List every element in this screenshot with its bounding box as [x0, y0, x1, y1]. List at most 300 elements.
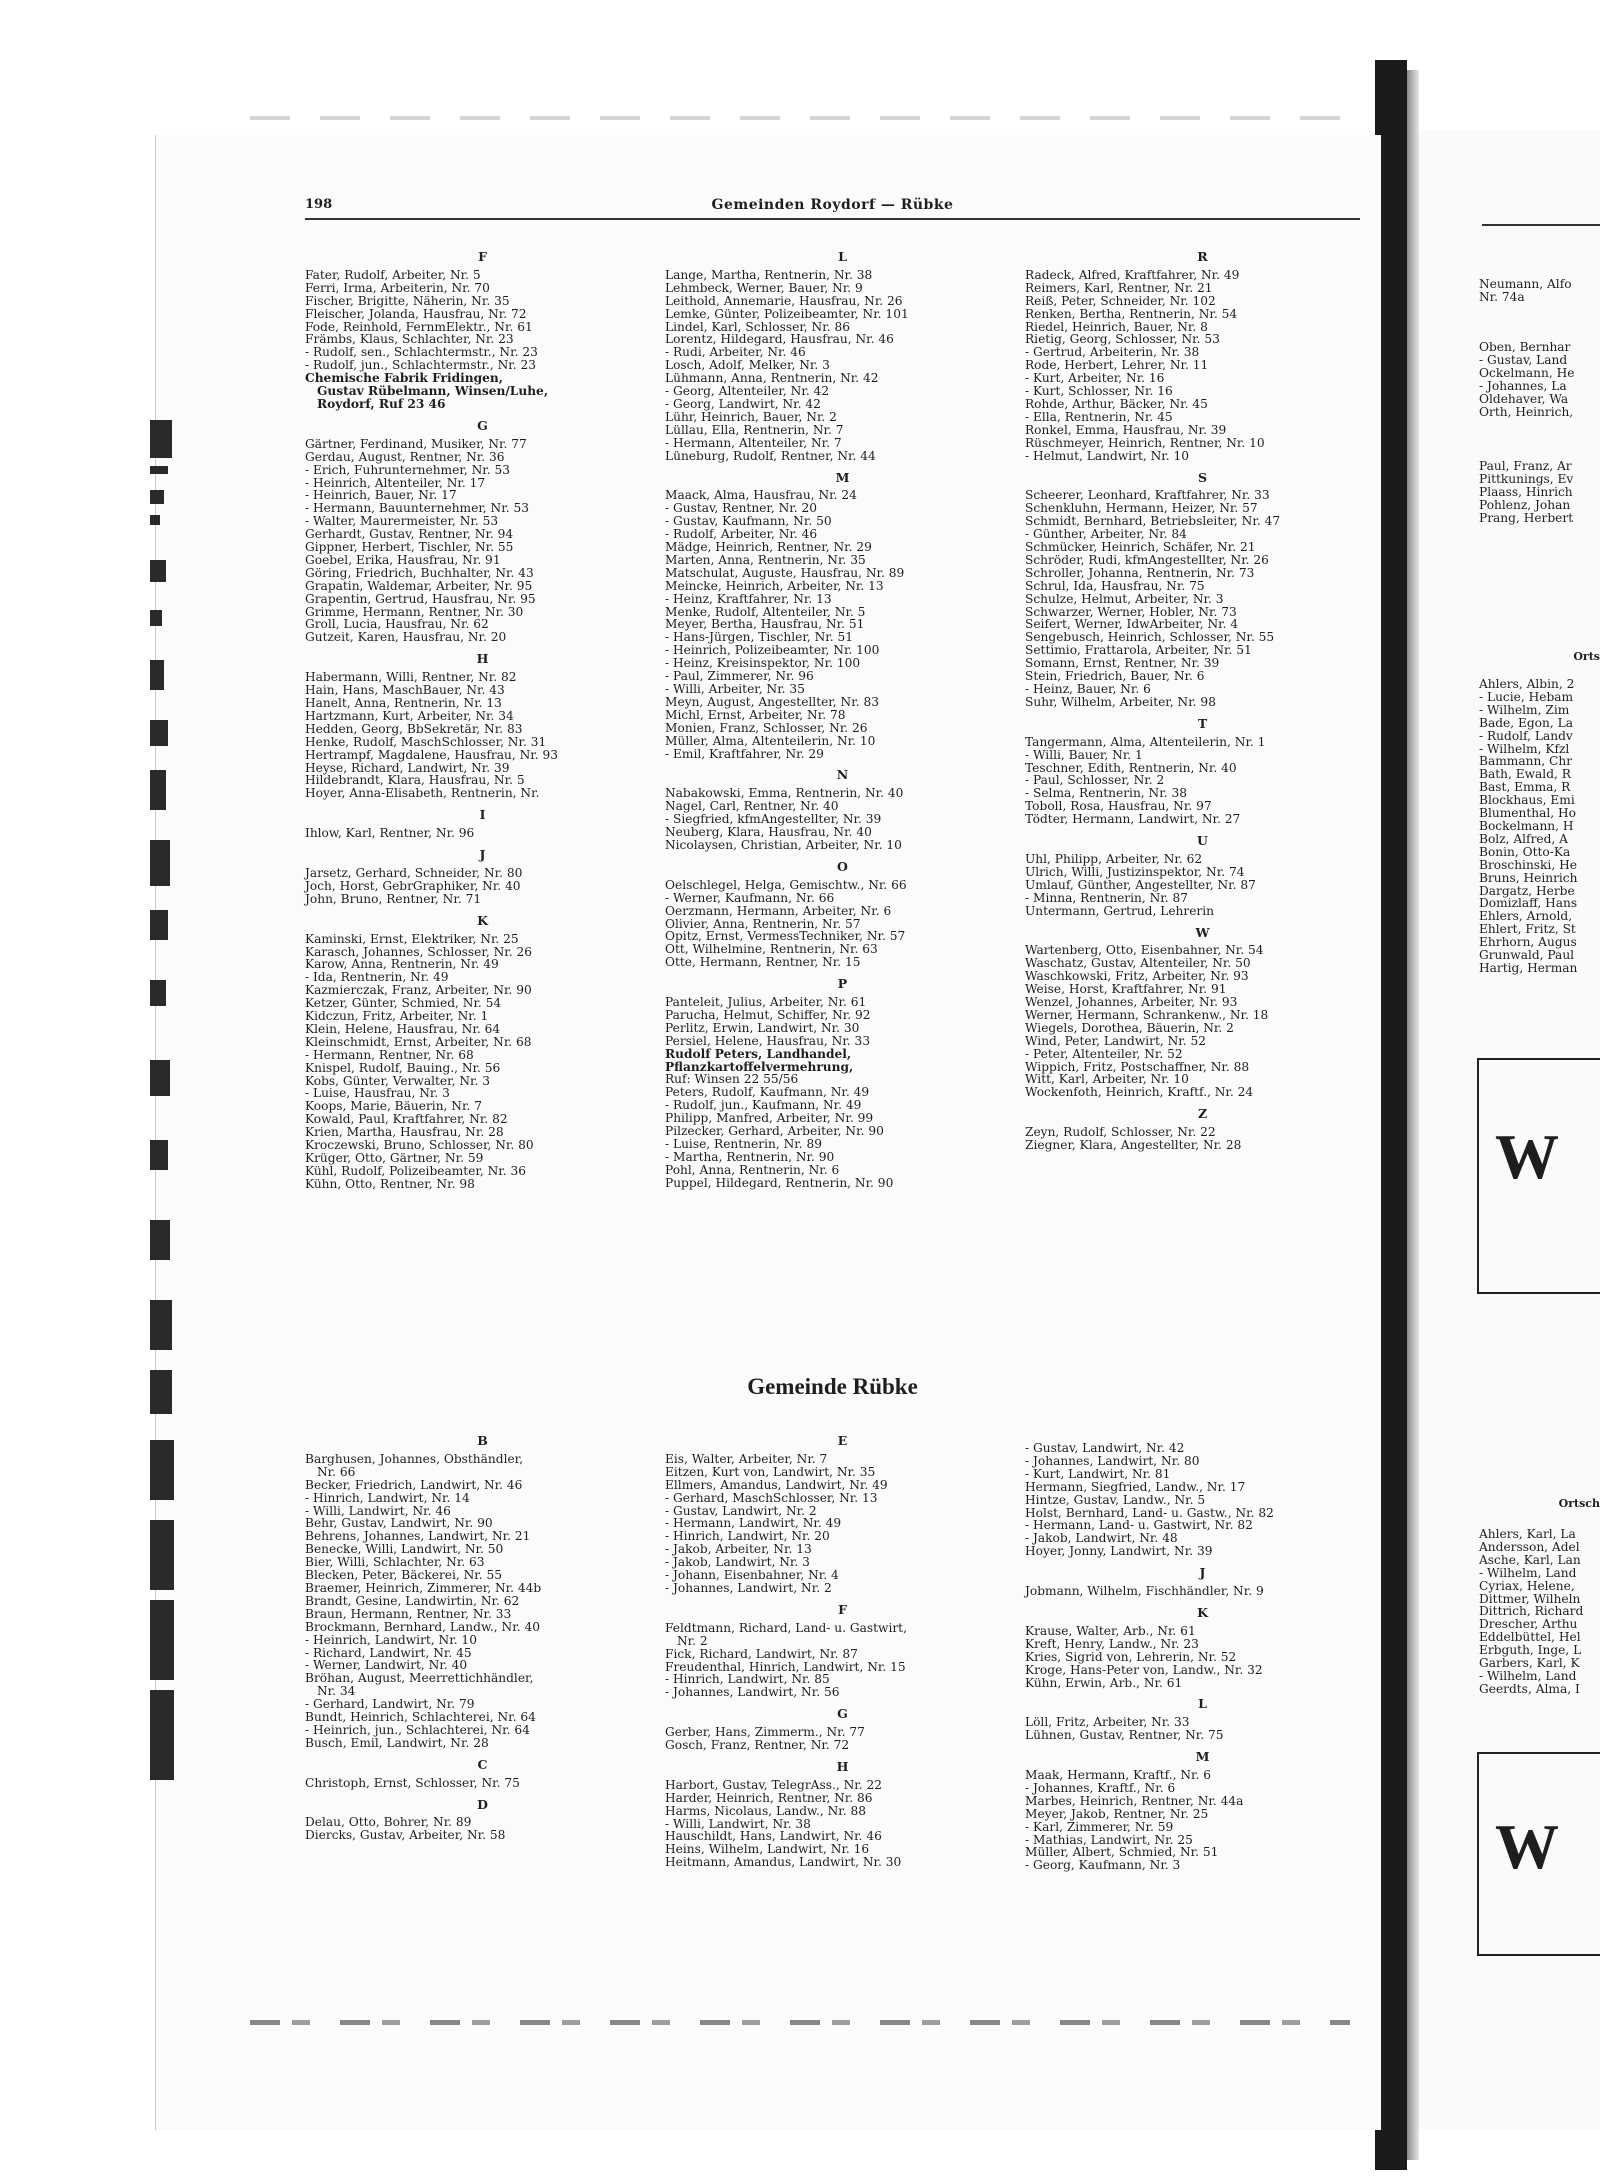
section-letter: S — [1197, 469, 1208, 485]
directory-entry: Jarsetz, Gerhard, Schneider, Nr. 80 — [305, 865, 523, 880]
directory-entry: Blockhaus, Emi — [1479, 793, 1575, 808]
directory-entry: Hauschildt, Hans, Landwirt, Nr. 46 — [665, 1829, 882, 1844]
directory-entry: - Gustav, Landwirt, Nr. 2 — [665, 1503, 817, 1518]
directory-entry: Hain, Hans, MaschBauer, Nr. 43 — [305, 683, 505, 698]
directory-entry: Ehrhorn, Augus — [1479, 935, 1577, 950]
section-letter: U — [1197, 833, 1208, 849]
directory-entry: - Hermann, Bauunternehmer, Nr. 53 — [305, 501, 529, 516]
directory-entry: Lühnen, Gustav, Rentner, Nr. 75 — [1025, 1728, 1224, 1743]
directory-entry: - Willi, Arbeiter, Nr. 35 — [665, 682, 805, 696]
section-letter: E — [837, 1433, 848, 1448]
directory-entry: - Minna, Rentnerin, Nr. 87 — [1025, 890, 1189, 905]
section-letter: M — [835, 469, 850, 485]
letter-section — [1025, 1604, 1380, 1690]
directory-entry: Lühr, Heinrich, Bauer, Nr. 2 — [665, 409, 837, 424]
directory-entry: - Lucie, Hebam — [1479, 689, 1574, 704]
directory-entry: Pohlenz, Johan — [1479, 497, 1571, 512]
directory-entry: Olivier, Anna, Rentnerin, Nr. 57 — [665, 916, 861, 931]
directory-entry: Kobs, Günter, Verwalter, Nr. 3 — [305, 1073, 491, 1088]
page-number: 198 — [305, 197, 333, 212]
directory-entry: Krause, Walter, Arb., Nr. 61 — [1025, 1623, 1196, 1638]
directory-entry: Lüllau, Ella, Rentnerin, Nr. 7 — [665, 422, 844, 437]
right-block-p — [1479, 460, 1600, 525]
directory-entry: Braemer, Heinrich, Zimmerer, Nr. 44b — [305, 1580, 542, 1595]
directory-entry: Werner, Hermann, Schrankenw., Nr. 18 — [1025, 1007, 1269, 1022]
letter-section — [1025, 1442, 1380, 1558]
directory-entry: - Georg, Altenteiler, Nr. 42 — [665, 384, 830, 399]
letter-section — [1025, 924, 1380, 1100]
directory-entry: Busch, Emil, Landwirt, Nr. 28 — [305, 1735, 489, 1750]
directory-entry: Maack, Alma, Hausfrau, Nr. 24 — [665, 488, 857, 503]
directory-entry: Becker, Friedrich, Landwirt, Nr. 46 — [305, 1477, 523, 1492]
directory-entry: - Heinrich, Bauer, Nr. 17 — [305, 488, 457, 503]
directory-entry: Schwarzer, Werner, Hobler, Nr. 73 — [1025, 604, 1237, 619]
directory-entry: - Paul, Schlosser, Nr. 2 — [1025, 773, 1165, 788]
directory-entry: Knispel, Rudolf, Bauing., Nr. 56 — [305, 1060, 501, 1075]
directory-entry: - Emil, Kraftfahrer, Nr. 29 — [665, 746, 824, 761]
directory-entry: Parucha, Helmut, Schiffer, Nr. 92 — [665, 1007, 871, 1022]
directory-entry: Schulze, Helmut, Arbeiter, Nr. 3 — [1025, 591, 1224, 606]
directory-entry: Plaass, Hinrich — [1479, 484, 1573, 499]
directory-entry: - Ida, Rentnerin, Nr. 49 — [305, 970, 449, 985]
directory-entry: Bröhan, August, Meerrettichhändler, — [305, 1671, 534, 1686]
directory-entry: Ehlers, Arnold, — [1479, 909, 1573, 924]
directory-entry: Puppel, Hildegard, Rentnerin, Nr. 90 — [665, 1175, 894, 1190]
directory-entry: - Gustav, Kaufmann, Nr. 50 — [665, 514, 832, 529]
directory-entry: Dittrich, Richard — [1479, 1604, 1584, 1619]
directory-entry: - Hans-Jürgen, Tischler, Nr. 51 — [665, 630, 853, 645]
directory-entry: Benecke, Willi, Landwirt, Nr. 50 — [305, 1542, 504, 1557]
directory-entry: Bast, Emma, R — [1479, 780, 1571, 795]
letter-section — [665, 1758, 1020, 1870]
directory-entry: Groll, Lucia, Hausfrau, Nr. 62 — [305, 617, 489, 632]
section-letter: P — [837, 976, 848, 992]
directory-entry: Lindel, Karl, Schlosser, Nr. 86 — [665, 319, 850, 334]
section-letter: G — [837, 1706, 848, 1722]
directory-entry: Bammann, Chr — [1479, 754, 1573, 769]
directory-entry: - Rudolf, Landv — [1479, 728, 1573, 743]
directory-entry: Gutzeit, Karen, Hausfrau, Nr. 20 — [305, 630, 507, 645]
directory-entry: Michl, Ernst, Arbeiter, Nr. 78 — [665, 707, 846, 722]
letter-section — [305, 1756, 660, 1790]
directory-entry: Meyer, Bertha, Hausfrau, Nr. 51 — [665, 617, 865, 632]
letter-section — [1025, 1108, 1380, 1152]
directory-entry: - Willi, Bauer, Nr. 1 — [1025, 747, 1143, 762]
directory-entry: - Karl, Zimmerer, Nr. 59 — [1025, 1819, 1174, 1834]
directory-entry: - Rudolf, jun., Schlachtermstr., Nr. 23 — [305, 358, 536, 373]
section-letter: K — [477, 912, 488, 928]
advertisement-letter-2: W — [1495, 1811, 1559, 1882]
directory-entry: - Martha, Rentnerin, Nr. 90 — [665, 1149, 835, 1164]
edge-mark — [150, 980, 166, 1006]
directory-entry: - Erich, Fuhrunternehmer, Nr. 53 — [305, 462, 510, 477]
directory-entry: Peters, Rudolf, Kaufmann, Nr. 49 — [665, 1085, 870, 1100]
directory-entry: Schmücker, Heinrich, Schäfer, Nr. 21 — [1025, 540, 1256, 555]
letter-section — [305, 653, 660, 800]
directory-entry: - Willi, Landwirt, Nr. 46 — [305, 1503, 451, 1518]
advertisement-box-2 — [1477, 1752, 1600, 1956]
directory-entry: Eddelbüttel, Hel — [1479, 1630, 1581, 1645]
directory-entry: Meincke, Heinrich, Arbeiter, Nr. 13 — [665, 578, 884, 593]
page-edge-marks — [150, 420, 176, 1790]
directory-entry: - Heinrich, Polizeibeamter, Nr. 100 — [665, 643, 880, 658]
directory-entry: - Georg, Landwirt, Nr. 42 — [665, 396, 821, 411]
directory-entry: Diercks, Gustav, Arbeiter, Nr. 58 — [305, 1828, 506, 1843]
directory-entry: Habermann, Willi, Rentner, Nr. 82 — [305, 670, 517, 685]
directory-entry: - Willi, Landwirt, Nr. 38 — [665, 1816, 811, 1831]
directory-entry: Harms, Nicolaus, Landw., Nr. 88 — [665, 1803, 867, 1818]
directory-entry: Gustav Rübelmann, Winsen/Luhe, — [317, 384, 549, 399]
section-letter: L — [1198, 1696, 1207, 1712]
edge-mark — [150, 1300, 172, 1350]
directory-entry: Rietig, Georg, Schlosser, Nr. 53 — [1025, 332, 1220, 347]
right-block-ortschaft — [1479, 1528, 1600, 1696]
directory-entry: Schenkluhn, Hermann, Heizer, Nr. 57 — [1025, 501, 1258, 516]
letter-section — [1025, 835, 1380, 917]
directory-entry: Müller, Albert, Schmied, Nr. 51 — [1025, 1845, 1219, 1860]
directory-entry: Lüneburg, Rudolf, Rentner, Nr. 44 — [665, 448, 876, 463]
letter-section — [665, 858, 1020, 970]
directory-entry: Zeyn, Rudolf, Schlosser, Nr. 22 — [1025, 1125, 1216, 1140]
directory-entry: - Johann, Eisenbahner, Nr. 4 — [665, 1568, 839, 1583]
directory-entry: - Siegfried, kfmAngestellter, Nr. 39 — [665, 812, 882, 827]
directory-entry: Rohde, Arthur, Bäcker, Nr. 45 — [1025, 396, 1208, 411]
directory-entry: Untermann, Gertrud, Lehrerin — [1025, 903, 1214, 918]
directory-entry: Brockmann, Bernhard, Landw., Nr. 40 — [305, 1619, 540, 1634]
directory-entry: Krien, Martha, Hausfrau, Nr. 28 — [305, 1125, 504, 1140]
letter-section — [305, 809, 660, 840]
directory-entry: Fleischer, Jolanda, Hausfrau, Nr. 72 — [305, 306, 527, 321]
directory-entry: - Peter, Altenteiler, Nr. 52 — [1025, 1046, 1183, 1061]
section-letter: T — [1197, 715, 1208, 731]
directory-entry: Goebel, Erika, Hausfrau, Nr. 91 — [305, 552, 501, 567]
directory-entry: Hildebrandt, Klara, Hausfrau, Nr. 5 — [305, 773, 525, 788]
directory-entry: Meyer, Jakob, Rentner, Nr. 25 — [1025, 1806, 1209, 1821]
directory-entry: Ott, Wilhelmine, Rentnerin, Nr. 63 — [665, 942, 878, 957]
directory-entry: Umlauf, Günther, Angestellter, Nr. 87 — [1025, 877, 1256, 892]
directory-entry: Lange, Martha, Rentnerin, Nr. 38 — [665, 267, 873, 282]
directory-entry: Broschinski, He — [1479, 857, 1577, 872]
section-letter: F — [838, 1601, 847, 1617]
directory-entry: Oelschlegel, Helga, Gemischtw., Nr. 66 — [665, 877, 907, 892]
directory-entry: - Mathias, Landwirt, Nr. 25 — [1025, 1832, 1193, 1847]
directory-entry: Bier, Willi, Schlachter, Nr. 63 — [305, 1555, 485, 1570]
directory-entry: Orth, Heinrich, — [1479, 404, 1574, 419]
directory-entry: Fode, Reinhold, FernmElektr., Nr. 61 — [305, 319, 533, 334]
directory-entry: - Heinrich, jun., Schlachterei, Nr. 64 — [305, 1722, 530, 1737]
directory-entry: Waschatz, Gustav, Altenteiler, Nr. 50 — [1025, 956, 1251, 971]
directory-entry: - Rudolf, Arbeiter, Nr. 46 — [665, 527, 818, 542]
edge-mark — [150, 1370, 172, 1414]
directory-entry: Nr. 34 — [317, 1684, 356, 1699]
directory-entry: Geerdts, Alma, I — [1479, 1681, 1580, 1696]
directory-entry: Ihlow, Karl, Rentner, Nr. 96 — [305, 826, 475, 841]
edge-mark — [150, 1140, 168, 1170]
directory-entry: Ulrich, Willi, Justizinspektor, Nr. 74 — [1025, 864, 1245, 879]
directory-entry: Kroczewski, Bruno, Schlosser, Nr. 80 — [305, 1138, 534, 1153]
letter-section — [305, 417, 660, 645]
edge-mark — [150, 1520, 174, 1590]
right-heading-ortsch: Ortsch — [1558, 1497, 1600, 1510]
directory-entry: Bockelmann, H — [1479, 818, 1574, 833]
directory-entry: - Wilhelm, Land — [1479, 1565, 1577, 1580]
directory-entry: Krüger, Otto, Gärtner, Nr. 59 — [305, 1151, 484, 1165]
letter-section — [305, 1796, 660, 1843]
directory-entry: Harbort, Gustav, TelegrAss., Nr. 22 — [665, 1777, 882, 1792]
directory-entry: Hermann, Siegfried, Landw., Nr. 17 — [1025, 1479, 1246, 1494]
directory-entry: Blumenthal, Ho — [1479, 806, 1576, 821]
directory-entry: Heins, Wilhelm, Landwirt, Nr. 16 — [665, 1842, 870, 1857]
edge-mark — [150, 420, 172, 458]
directory-entry: - Gertrud, Arbeiterin, Nr. 38 — [1025, 345, 1200, 360]
section-letter: O — [837, 858, 848, 874]
letter-section — [1025, 469, 1380, 709]
directory-entry: Monien, Franz, Schlosser, Nr. 26 — [665, 720, 868, 735]
directory-entry: Ahlers, Karl, La — [1479, 1528, 1576, 1541]
directory-entry: Scheerer, Leonhard, Kraftfahrer, Nr. 33 — [1025, 488, 1270, 503]
directory-entry: - Heinz, Kreisinspektor, Nr. 100 — [665, 656, 861, 671]
directory-entry: Suhr, Wilhelm, Arbeiter, Nr. 98 — [1025, 694, 1216, 709]
directory-entry: Persiel, Helene, Hausfrau, Nr. 33 — [665, 1033, 871, 1048]
directory-entry: Neuberg, Klara, Hausfrau, Nr. 40 — [665, 825, 872, 840]
section-letter: B — [477, 1433, 488, 1448]
directory-entry: - Luise, Hausfrau, Nr. 3 — [305, 1086, 450, 1101]
section-letter: J — [479, 847, 486, 863]
ruebke-column-2 — [665, 1435, 1020, 1869]
directory-entry: Främbs, Klaus, Schlachter, Nr. 23 — [305, 332, 514, 347]
directory-entry: Pilzecker, Gerhard, Arbeiter, Nr. 90 — [665, 1124, 884, 1139]
directory-entry: Pflanzkartoffelvermehrung, — [665, 1059, 854, 1074]
directory-entry: Sengebusch, Heinrich, Schlosser, Nr. 55 — [1025, 630, 1275, 645]
directory-entry: Hartig, Herman — [1479, 960, 1578, 975]
directory-entry: Lühmann, Anna, Rentnerin, Nr. 42 — [665, 371, 879, 386]
right-block-ortsteil — [1479, 678, 1600, 975]
directory-entry: Pohl, Anna, Rentnerin, Nr. 6 — [665, 1162, 840, 1177]
edge-mark — [150, 490, 164, 504]
edge-mark — [150, 1060, 170, 1096]
section-letter: J — [1199, 1565, 1206, 1581]
edge-mark — [150, 1690, 174, 1780]
directory-entry: Oldehaver, Wa — [1479, 391, 1569, 406]
directory-entry: Wippich, Fritz, Postschaffner, Nr. 88 — [1025, 1059, 1250, 1074]
roydorf-column-3 — [1025, 251, 1380, 1152]
directory-entry: Wind, Peter, Landwirt, Nr. 52 — [1025, 1033, 1207, 1048]
directory-entry: Ziegner, Klara, Angestellter, Nr. 28 — [1025, 1138, 1242, 1153]
directory-entry: Asche, Karl, Lan — [1479, 1552, 1581, 1567]
directory-entry: Chemische Fabrik Fridingen, — [305, 371, 504, 386]
directory-entry: Jobmann, Wilhelm, Fischhändler, Nr. 9 — [1025, 1584, 1264, 1599]
directory-entry: Joch, Horst, GebrGraphiker, Nr. 40 — [305, 878, 521, 893]
page-title: Gemeinden Roydorf — Rübke — [711, 197, 954, 213]
directory-entry: Rudolf Peters, Landhandel, — [665, 1046, 852, 1061]
directory-entry: Barghusen, Johannes, Obsthändler, — [305, 1451, 524, 1466]
directory-entry: Reimers, Karl, Rentner, Nr. 21 — [1025, 280, 1213, 295]
directory-entry: - Gustav, Land — [1479, 352, 1568, 367]
directory-entry: Ellmers, Amandus, Landwirt, Nr. 49 — [665, 1477, 888, 1492]
directory-entry: Freudenthal, Hinrich, Landwirt, Nr. 15 — [665, 1659, 906, 1674]
directory-entry: Ahlers, Albin, 2 — [1479, 678, 1575, 691]
directory-entry: Gärtner, Ferdinand, Musiker, Nr. 77 — [305, 436, 527, 451]
directory-entry: Maak, Hermann, Kraftf., Nr. 6 — [1025, 1768, 1212, 1783]
directory-entry: Seifert, Werner, IdwArbeiter, Nr. 4 — [1025, 617, 1239, 632]
directory-entry: Settimio, Frattarola, Arbeiter, Nr. 51 — [1025, 643, 1252, 658]
directory-entry: Blecken, Peter, Bäckerei, Nr. 55 — [305, 1568, 503, 1583]
section-letter: D — [477, 1796, 488, 1812]
directory-entry: Klein, Helene, Hausfrau, Nr. 64 — [305, 1021, 501, 1036]
edge-mark — [150, 610, 162, 626]
right-page-header-rule — [1482, 224, 1600, 226]
section-letter: G — [477, 417, 488, 433]
directory-entry: Nabakowski, Emma, Rentnerin, Nr. 40 — [665, 786, 904, 801]
directory-entry: Waschkowski, Fritz, Arbeiter, Nr. 93 — [1025, 969, 1249, 984]
directory-entry: Eis, Walter, Arbeiter, Nr. 7 — [665, 1451, 828, 1466]
directory-entry: Roydorf, Ruf 23 46 — [317, 396, 446, 411]
directory-entry: Kowald, Paul, Kraftfahrer, Nr. 82 — [305, 1112, 508, 1127]
directory-entry: - Paul, Zimmerer, Nr. 96 — [665, 669, 814, 684]
edge-mark — [150, 1600, 174, 1680]
directory-entry: - Jakob, Landwirt, Nr. 3 — [665, 1555, 810, 1570]
directory-entry: Erbguth, Inge, L — [1479, 1643, 1582, 1658]
letter-section — [305, 849, 660, 906]
directory-entry: Gippner, Herbert, Tischler, Nr. 55 — [305, 540, 514, 555]
directory-entry: Wiegels, Dorothea, Bäuerin, Nr. 2 — [1025, 1020, 1234, 1035]
section-letter: K — [1197, 1604, 1208, 1620]
directory-entry: Brandt, Gesine, Landwirtin, Nr. 62 — [305, 1593, 520, 1608]
directory-entry: Bundt, Heinrich, Schlachterei, Nr. 64 — [305, 1710, 536, 1725]
section-letter: R — [1197, 249, 1208, 264]
directory-entry: - Selma, Rentnerin, Nr. 38 — [1025, 786, 1187, 801]
directory-entry: Domizlaff, Hans — [1479, 896, 1578, 911]
directory-entry: Nr. 2 — [677, 1633, 708, 1648]
directory-entry: - Werner, Landwirt, Nr. 40 — [305, 1658, 468, 1673]
directory-entry: Kühn, Erwin, Arb., Nr. 61 — [1025, 1675, 1183, 1690]
section-letter: N — [836, 767, 849, 783]
directory-entry: - Walter, Maurermeister, Nr. 53 — [305, 514, 499, 529]
directory-entry: Löll, Fritz, Arbeiter, Nr. 33 — [1025, 1715, 1190, 1730]
directory-entry: Heitmann, Amandus, Landwirt, Nr. 30 — [665, 1855, 902, 1870]
directory-entry: Garbers, Karl, K — [1479, 1656, 1580, 1671]
directory-entry: Hoyer, Jonny, Landwirt, Nr. 39 — [1025, 1544, 1213, 1559]
edge-mark — [150, 466, 168, 474]
directory-entry: - Gustav, Rentner, Nr. 20 — [665, 501, 818, 516]
directory-entry: - Johannes, La — [1479, 378, 1567, 393]
directory-entry: Mädge, Heinrich, Rentner, Nr. 29 — [665, 540, 872, 555]
directory-entry: Kreft, Henry, Landw., Nr. 23 — [1025, 1636, 1199, 1651]
directory-entry: Bruns, Heinrich — [1479, 870, 1578, 885]
directory-entry: Rode, Herbert, Lehrer, Nr. 11 — [1025, 358, 1209, 373]
directory-entry: Behrens, Johannes, Landwirt, Nr. 21 — [305, 1529, 531, 1544]
directory-entry: Neumann, Alfo — [1479, 278, 1572, 291]
edge-mark — [150, 560, 166, 582]
edge-mark — [150, 1440, 174, 1500]
directory-entry: Kühn, Otto, Rentner, Nr. 98 — [305, 1176, 475, 1191]
directory-entry: Stein, Friedrich, Bauer, Nr. 6 — [1025, 669, 1205, 684]
directory-entry: - Hinrich, Landwirt, Nr. 14 — [305, 1490, 470, 1505]
edge-mark — [150, 770, 166, 810]
directory-entry: Schroller, Johanna, Rentnerin, Nr. 73 — [1025, 565, 1255, 580]
directory-entry: Hanelt, Anna, Rentnerin, Nr. 13 — [305, 696, 502, 710]
directory-entry: Delau, Otto, Bohrer, Nr. 89 — [305, 1815, 472, 1830]
directory-entry: Kazmierczak, Franz, Arbeiter, Nr. 90 — [305, 983, 532, 998]
section-letter: H — [476, 651, 489, 667]
edge-mark — [150, 660, 164, 690]
directory-entry: Rüschmeyer, Heinrich, Rentner, Nr. 10 — [1025, 435, 1265, 450]
directory-entry: Perlitz, Erwin, Landwirt, Nr. 30 — [665, 1020, 860, 1035]
directory-entry: - Werner, Kaufmann, Nr. 66 — [665, 890, 835, 905]
directory-entry: John, Bruno, Rentner, Nr. 71 — [305, 891, 482, 906]
roydorf-column-1 — [305, 251, 660, 1191]
directory-entry: Grimme, Hermann, Rentner, Nr. 30 — [305, 604, 524, 619]
letter-section — [665, 978, 1020, 1190]
directory-entry: Wartenberg, Otto, Eisenbahner, Nr. 54 — [1025, 943, 1264, 958]
directory-entry: Opitz, Ernst, VermessTechniker, Nr. 57 — [665, 929, 906, 944]
directory-entry: Menke, Rudolf, Altenteiler, Nr. 5 — [665, 604, 866, 619]
directory-entry: Braun, Hermann, Rentner, Nr. 33 — [305, 1606, 512, 1621]
directory-entry: Dittmer, Wilheln — [1479, 1591, 1581, 1606]
directory-entry: Harder, Heinrich, Rentner, Nr. 86 — [665, 1790, 873, 1805]
directory-entry: Feldtmann, Richard, Land- u. Gastwirt, — [665, 1620, 907, 1635]
directory-entry: - Johannes, Landwirt, Nr. 80 — [1025, 1453, 1200, 1468]
section-letter: M — [1195, 1749, 1210, 1765]
directory-entry: - Johannes, Landwirt, Nr. 56 — [665, 1685, 840, 1700]
section-letter: F — [478, 249, 487, 264]
directory-entry: Holst, Bernhard, Land- u. Gastw., Nr. 82 — [1025, 1505, 1274, 1520]
directory-entry: - Jakob, Arbeiter, Nr. 13 — [665, 1542, 812, 1557]
section-letter: L — [838, 249, 847, 264]
directory-entry: Fater, Rudolf, Arbeiter, Nr. 5 — [305, 267, 481, 282]
letter-section — [305, 1435, 660, 1750]
directory-entry: Marten, Anna, Rentnerin, Nr. 35 — [665, 552, 866, 567]
directory-entry: Bath, Ewald, R — [1479, 767, 1571, 782]
directory-entry: Hartzmann, Kurt, Arbeiter, Nr. 34 — [305, 708, 514, 723]
directory-entry: - Heinrich, Altenteiler, Nr. 17 — [305, 475, 486, 490]
directory-entry: Wockenfoth, Heinrich, Kraftf., Nr. 24 — [1025, 1085, 1254, 1100]
directory-entry: - Wilhelm, Land — [1479, 1668, 1577, 1683]
section-letter: W — [1195, 924, 1210, 940]
directory-entry: - Jakob, Landwirt, Nr. 48 — [1025, 1531, 1178, 1546]
directory-entry: - Hermann, Landwirt, Nr. 49 — [665, 1516, 842, 1531]
directory-entry: Weise, Horst, Kraftfahrer, Nr. 91 — [1025, 982, 1227, 997]
directory-entry: - Richard, Landwirt, Nr. 45 — [305, 1645, 472, 1660]
right-block-n — [1479, 278, 1600, 304]
ruebke-column-3 — [1025, 1442, 1380, 1872]
directory-entry: - Gerhard, MaschSchlosser, Nr. 13 — [665, 1490, 878, 1505]
directory-entry: - Rudolf, sen., Schlachtermstr., Nr. 23 — [305, 345, 538, 360]
directory-entry: Toboll, Rosa, Hausfrau, Nr. 97 — [1025, 799, 1212, 814]
directory-entry: Kühl, Rudolf, Polizeibeamter, Nr. 36 — [305, 1163, 527, 1178]
letter-section — [305, 912, 660, 1191]
directory-entry: - Hinrich, Landwirt, Nr. 85 — [665, 1672, 830, 1687]
directory-entry: Ronkel, Emma, Hausfrau, Nr. 39 — [1025, 422, 1227, 437]
directory-entry: Nr. 66 — [317, 1464, 356, 1479]
directory-entry: Renken, Bertha, Rentnerin, Nr. 54 — [1025, 306, 1238, 321]
directory-entry: Wenzel, Johannes, Arbeiter, Nr. 93 — [1025, 995, 1238, 1010]
directory-entry: Fischer, Brigitte, Näherin, Nr. 35 — [305, 293, 510, 308]
directory-entry: Paul, Franz, Ar — [1479, 460, 1572, 473]
directory-entry: Uhl, Philipp, Arbeiter, Nr. 62 — [1025, 851, 1203, 866]
directory-entry: - Johannes, Landwirt, Nr. 2 — [665, 1580, 832, 1595]
directory-entry: Pittkunings, Ev — [1479, 471, 1574, 486]
directory-entry: Otte, Hermann, Rentner, Nr. 15 — [665, 955, 861, 970]
directory-entry: Christoph, Ernst, Schlosser, Nr. 75 — [305, 1775, 520, 1790]
directory-entry: Reiß, Peter, Schneider, Nr. 102 — [1025, 293, 1216, 308]
section-letter: H — [836, 1758, 849, 1774]
directory-entry: Riedel, Heinrich, Bauer, Nr. 8 — [1025, 319, 1208, 334]
directory-entry: Nicolaysen, Christian, Arbeiter, Nr. 10 — [665, 837, 902, 852]
directory-entry: Panteleit, Julius, Arbeiter, Nr. 61 — [665, 995, 867, 1010]
directory-entry: - Gerhard, Landwirt, Nr. 79 — [305, 1697, 475, 1712]
ruebke-column-1 — [305, 1435, 660, 1842]
